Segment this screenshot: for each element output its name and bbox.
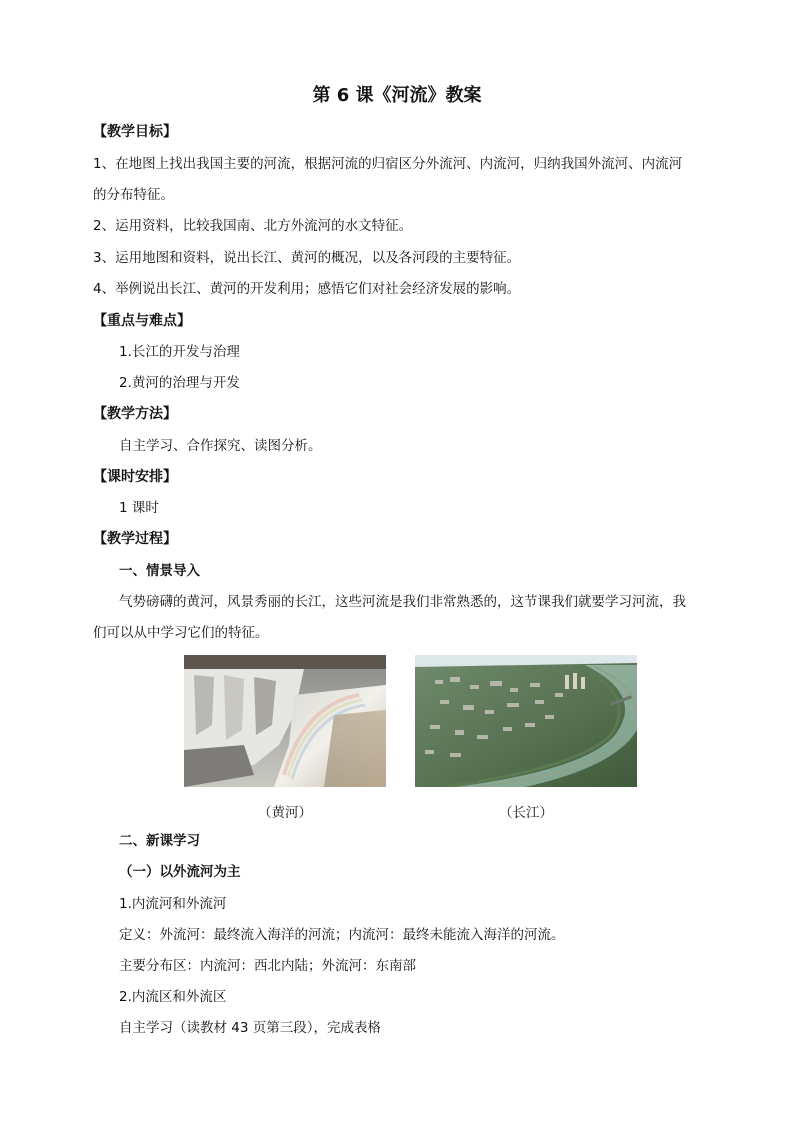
section-2-heading: 二、新课学习 bbox=[119, 833, 200, 849]
yangtze-river-photo bbox=[415, 655, 637, 787]
objective-2: 2、运用资料，比较我国南、北方外流河的水文特征。 bbox=[93, 218, 413, 234]
key-point-2: 2.黄河的治理与开发 bbox=[119, 375, 240, 391]
caption-yangtze-river: （长江） bbox=[499, 805, 553, 821]
objective-3: 3、运用地图和资料，说出长江、黄河的概况，以及各河段的主要特征。 bbox=[93, 250, 521, 266]
schedule-heading: 【课时安排】 bbox=[93, 469, 177, 485]
objective-1-line-2: 的分布特征。 bbox=[93, 187, 174, 203]
point-1: 1.内流河和外流河 bbox=[119, 896, 227, 912]
key-points-heading: 【重点与难点】 bbox=[93, 313, 191, 329]
intro-line-2: 们可以从中学习它们的特征。 bbox=[93, 625, 269, 641]
subsection-1-heading: （一）以外流河为主 bbox=[119, 864, 241, 880]
objective-1-line-1: 1、在地图上找出我国主要的河流，根据河流的归宿区分外流河、内流河，归纳我国外流河、内流河 bbox=[93, 156, 683, 172]
definition-text: 定义：外流河：最终流入海洋的河流；内流河：最终未能流入海洋的河流。 bbox=[119, 927, 565, 943]
section-1-heading: 一、情景导入 bbox=[119, 563, 200, 579]
objective-4: 4、举例说出长江、黄河的开发利用；感悟它们对社会经济发展的影响。 bbox=[93, 281, 521, 297]
method-text: 自主学习、合作探究、读图分析。 bbox=[119, 438, 322, 454]
intro-line-1: 气势磅礴的黄河，风景秀丽的长江，这些河流是我们非常熟悉的，这节课我们就要学习河流，我 bbox=[119, 594, 686, 610]
objectives-heading: 【教学目标】 bbox=[93, 124, 177, 140]
task-text: 自主学习（读教材 43 页第三段），完成表格 bbox=[119, 1020, 382, 1036]
distribution-text: 主要分布区：内流河：西北内陆；外流河：东南部 bbox=[119, 958, 416, 974]
page-title: 第 6 课《河流》教案 bbox=[312, 85, 482, 106]
yellow-river-photo bbox=[184, 655, 386, 787]
caption-yellow-river: （黄河） bbox=[258, 805, 312, 821]
schedule-text: 1 课时 bbox=[119, 500, 159, 516]
process-heading: 【教学过程】 bbox=[93, 531, 177, 547]
point-2: 2.内流区和外流区 bbox=[119, 989, 227, 1005]
method-heading: 【教学方法】 bbox=[93, 406, 177, 422]
key-point-1: 1.长江的开发与治理 bbox=[119, 344, 240, 360]
